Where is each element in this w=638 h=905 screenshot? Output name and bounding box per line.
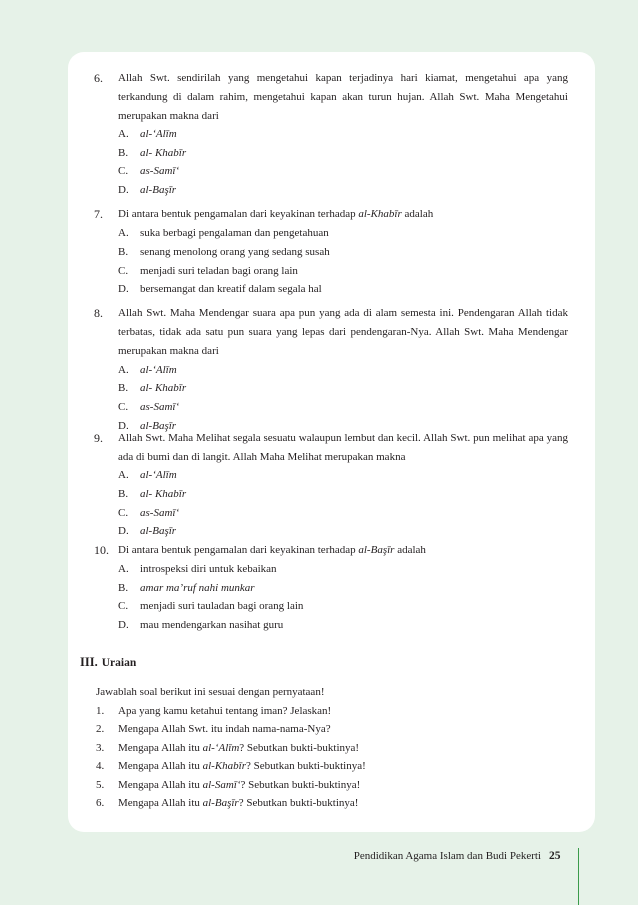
- section-number: III.: [80, 655, 98, 669]
- item-number: 4.: [96, 760, 105, 772]
- option-text: al-‘Alīm: [140, 128, 177, 140]
- option-letter: C.: [118, 600, 129, 612]
- item-text: Mengapa Allah itu: [118, 742, 203, 754]
- option-text: amar ma’ruf nahi munkar: [140, 582, 255, 594]
- option-text: mau mendengarkan nasihat guru: [140, 619, 284, 631]
- option-b: [118, 144, 568, 163]
- question-text-part: Di antara bentuk pengamalan dari keyakinan terhadap: [118, 544, 359, 556]
- footer-divider: [578, 848, 579, 905]
- option-letter: B.: [118, 147, 129, 159]
- option-d: [118, 522, 568, 541]
- question-text: Allah Swt. sendirilah yang mengetahui kapan terjadinya hari kiamat, mengetahui apa yang terkandung di dalam rahim, mengetahui kapan akan turun hujan. Allah Swt. Maha Mengetahui merupakan makna dari: [118, 72, 568, 122]
- option-letter: B.: [118, 246, 129, 258]
- option-letter: D.: [118, 420, 129, 432]
- option-a: [118, 466, 568, 485]
- section-title: Uraian: [101, 657, 137, 669]
- option-text: senang menolong orang yang sedang susah: [140, 246, 330, 258]
- option-text: as-Samī‘: [140, 401, 180, 413]
- option-text: al-Başīr: [140, 420, 177, 432]
- option-text: as-Samī‘: [140, 165, 180, 177]
- item-term: al-Khabīr: [202, 760, 247, 772]
- option-c: [118, 504, 568, 523]
- item-text: ? Sebutkan bukti-buktinya!: [240, 779, 361, 791]
- question-number: 8.: [94, 306, 103, 320]
- option-text: al- Khabīr: [140, 147, 187, 159]
- option-c: [118, 398, 568, 417]
- option-letter: B.: [118, 382, 129, 394]
- option-text: introspeksi diri untuk kebaikan: [140, 563, 277, 575]
- option-a: [118, 224, 568, 243]
- item-term: al-Samī‘: [202, 779, 241, 791]
- option-letter: C.: [118, 165, 129, 177]
- option-letter: A.: [118, 469, 129, 481]
- item-text: Mengapa Allah itu: [118, 760, 203, 772]
- option-letter: A.: [118, 227, 129, 239]
- option-a: [118, 560, 568, 579]
- option-text: al- Khabīr: [140, 382, 187, 394]
- item-term: al-‘Alīm: [202, 742, 240, 754]
- option-d: [118, 616, 568, 635]
- option-letter: C.: [118, 265, 129, 277]
- item-term: al-Başīr: [202, 797, 239, 809]
- option-b: [118, 485, 568, 504]
- item-text: Apa yang kamu ketahui tentang iman? Jelaskan!: [118, 705, 332, 717]
- option-text: menjadi suri tauladan bagi orang lain: [140, 600, 304, 612]
- item-text: ? Sebutkan bukti-buktinya!: [238, 797, 359, 809]
- item-text: Mengapa Allah itu: [118, 797, 203, 809]
- question-text: Allah Swt. Maha Mendengar suara apa pun yang ada di alam semesta ini. Pendengaran Allah tidak terbatas, tidak ada satu pun suara yang lepas dari pendengaran-Nya. Allah Swt. Maha Mendengar merupakan makna dari: [118, 307, 568, 357]
- section-heading: [80, 653, 136, 673]
- question-text-part: adalah: [401, 208, 434, 220]
- question-number: 10.: [94, 543, 109, 557]
- question-text-term: al-Başīr: [358, 544, 395, 556]
- uraian-item: [96, 702, 331, 721]
- item-number: 2.: [96, 723, 105, 735]
- option-letter: B.: [118, 488, 129, 500]
- question-text: [118, 205, 568, 224]
- option-letter: A.: [118, 128, 129, 140]
- option-b: [118, 579, 568, 598]
- option-letter: A.: [118, 563, 129, 575]
- option-text: menjadi suri teladan bagi orang lain: [140, 265, 298, 277]
- option-d: [118, 280, 568, 299]
- option-c: [118, 597, 568, 616]
- option-a: [118, 125, 568, 144]
- option-text: bersemangat dan kreatif dalam segala hal: [140, 283, 322, 295]
- uraian-instruction: Jawablah soal berikut ini sesuai dengan pernyataan!: [96, 686, 325, 698]
- option-b: [118, 379, 568, 398]
- option-letter: C.: [118, 507, 129, 519]
- question-number: 9.: [94, 431, 103, 445]
- option-c: [118, 162, 568, 181]
- item-number: 3.: [96, 742, 105, 754]
- question-number: 6.: [94, 71, 103, 85]
- option-c: [118, 262, 568, 281]
- item-number: 6.: [96, 797, 105, 809]
- option-text: as-Samī‘: [140, 507, 180, 519]
- option-letter: A.: [118, 364, 129, 376]
- option-text: al-‘Alīm: [140, 364, 177, 376]
- option-letter: B.: [118, 582, 129, 594]
- item-text: Mengapa Allah itu: [118, 779, 203, 791]
- item-number: 5.: [96, 779, 105, 791]
- option-a: [118, 361, 568, 380]
- option-letter: D.: [118, 283, 129, 295]
- book-title: Pendidikan Agama Islam dan Budi Pekerti: [353, 850, 541, 862]
- option-letter: C.: [118, 401, 129, 413]
- option-text: al-‘Alīm: [140, 469, 177, 481]
- option-letter: D.: [118, 525, 129, 537]
- question-text: [118, 541, 568, 560]
- option-b: [118, 243, 568, 262]
- option-letter: D.: [118, 184, 129, 196]
- question-text: Allah Swt. Maha Melihat segala sesuatu walaupun lembut dan kecil. Allah Swt. pun melihat apa yang ada di bumi dan di langit. Allah Maha Melihat merupakan makna: [118, 432, 568, 463]
- question-text-part: Di antara bentuk pengamalan dari keyakinan terhadap: [118, 208, 359, 220]
- item-text: Mengapa Allah Swt. itu indah nama-nama-Nya?: [118, 723, 331, 735]
- item-text: ? Sebutkan bukti-buktinya!: [239, 742, 360, 754]
- option-text: al- Khabīr: [140, 488, 187, 500]
- uraian-item: [96, 757, 366, 776]
- question-text-term: al-Khabīr: [358, 208, 402, 220]
- uraian-item: [96, 720, 331, 739]
- option-text: suka berbagi pengalaman dan pengetahuan: [140, 227, 329, 239]
- item-text: ? Sebutkan bukti-buktinya!: [246, 760, 366, 772]
- uraian-item: [96, 794, 358, 813]
- question-text-part: adalah: [394, 544, 426, 556]
- option-letter: D.: [118, 619, 129, 631]
- uraian-item: [96, 739, 359, 758]
- item-number: 1.: [96, 705, 105, 717]
- option-d: [118, 181, 568, 200]
- uraian-item: [96, 776, 360, 795]
- page-number: 25: [549, 850, 561, 862]
- question-number: 7.: [94, 207, 103, 221]
- option-text: al-Başīr: [140, 184, 177, 196]
- option-text: al-Başīr: [140, 525, 177, 537]
